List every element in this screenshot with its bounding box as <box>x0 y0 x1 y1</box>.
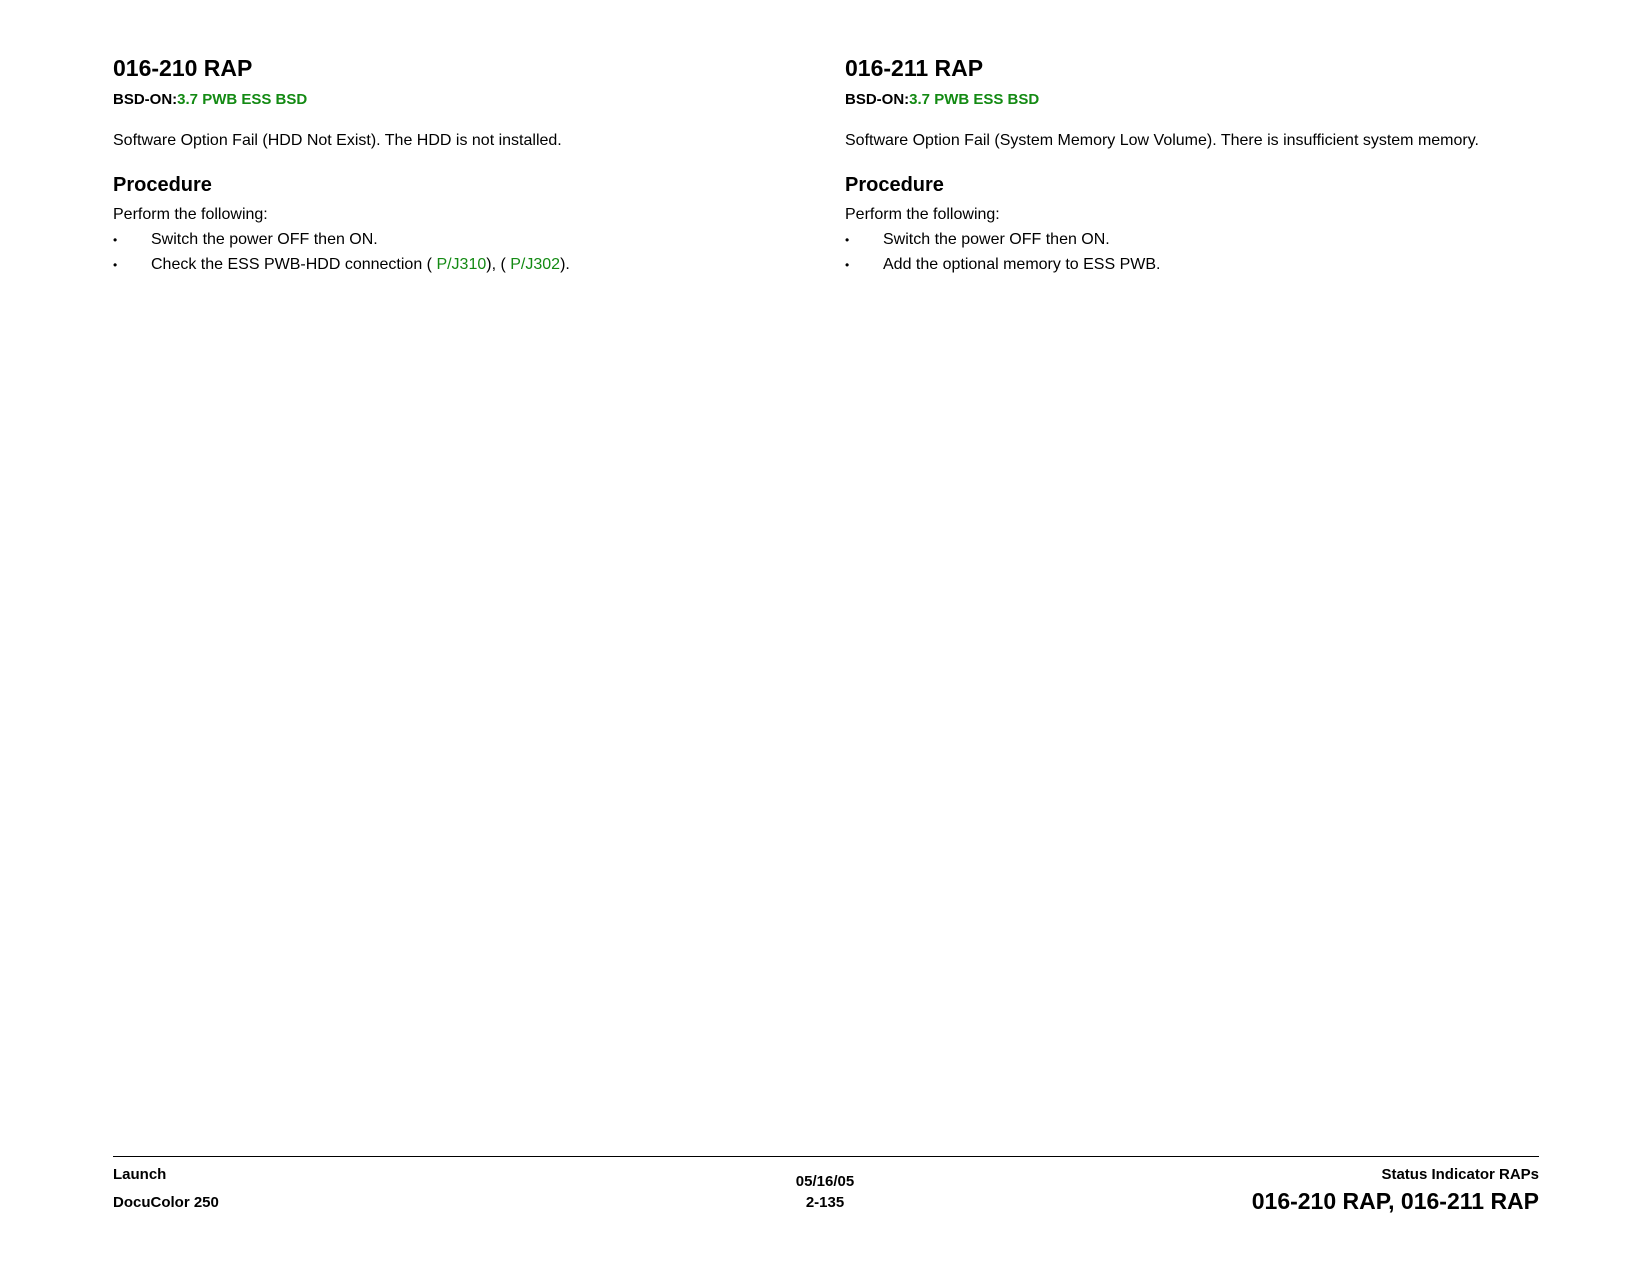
footer-date: 05/16/05 <box>795 1173 855 1190</box>
rap-016-211-section <box>845 52 1545 280</box>
list-item <box>845 230 1545 250</box>
bsd-link[interactable]: 3.7 PWB ESS BSD <box>177 91 308 108</box>
rap-016-210-section <box>113 52 793 280</box>
footer-page-number: 2-135 <box>805 1194 845 1211</box>
bsd-prefix: BSD-ON: <box>845 91 910 108</box>
bsd-reference <box>845 90 1545 110</box>
bsd-link[interactable]: 3.7 PWB ESS BSD <box>909 91 1040 108</box>
connector-link-pj302[interactable]: P/J302 <box>510 256 561 273</box>
bsd-reference <box>113 90 793 110</box>
procedure-heading: Procedure <box>845 174 944 196</box>
step-text: Switch the power OFF then ON. <box>883 231 1110 248</box>
fault-description: Software Option Fail (System Memory Low Volume). There is insufficient system memory. <box>845 132 1479 149</box>
fault-description: Software Option Fail (HDD Not Exist). The HDD is not installed. <box>113 132 562 149</box>
procedure-heading: Procedure <box>113 174 212 196</box>
procedure-steps <box>113 230 793 275</box>
rap-title: 016-210 RAP <box>113 55 253 81</box>
step-text: Check the ESS PWB-HDD connection ( <box>151 256 437 273</box>
footer-divider <box>113 1156 1539 1157</box>
footer-product-name: DocuColor 250 <box>113 1194 219 1211</box>
step-text: Switch the power OFF then ON. <box>151 231 378 248</box>
procedure-steps <box>845 230 1545 275</box>
footer-launch: Launch <box>113 1166 167 1183</box>
rap-title: 016-211 RAP <box>845 55 984 81</box>
bullet-icon: • <box>845 233 850 247</box>
connector-link-pj310[interactable]: P/J310 <box>436 256 487 273</box>
list-item <box>113 255 793 275</box>
bsd-prefix: BSD-ON: <box>113 91 178 108</box>
procedure-intro: Perform the following: <box>113 206 268 223</box>
bullet-icon: • <box>113 258 118 272</box>
list-item <box>845 255 1545 275</box>
footer-page-title: 016-210 RAP, 016-211 RAP <box>1251 1188 1539 1214</box>
step-text: ). <box>560 256 570 273</box>
bullet-icon: • <box>113 233 118 247</box>
list-item <box>113 230 793 250</box>
step-text: ), ( <box>486 256 511 273</box>
step-text: Add the optional memory to ESS PWB. <box>883 256 1161 273</box>
bullet-icon: • <box>845 258 850 272</box>
procedure-intro: Perform the following: <box>845 206 1000 223</box>
footer-section-name: Status Indicator RAPs <box>1381 1166 1539 1183</box>
